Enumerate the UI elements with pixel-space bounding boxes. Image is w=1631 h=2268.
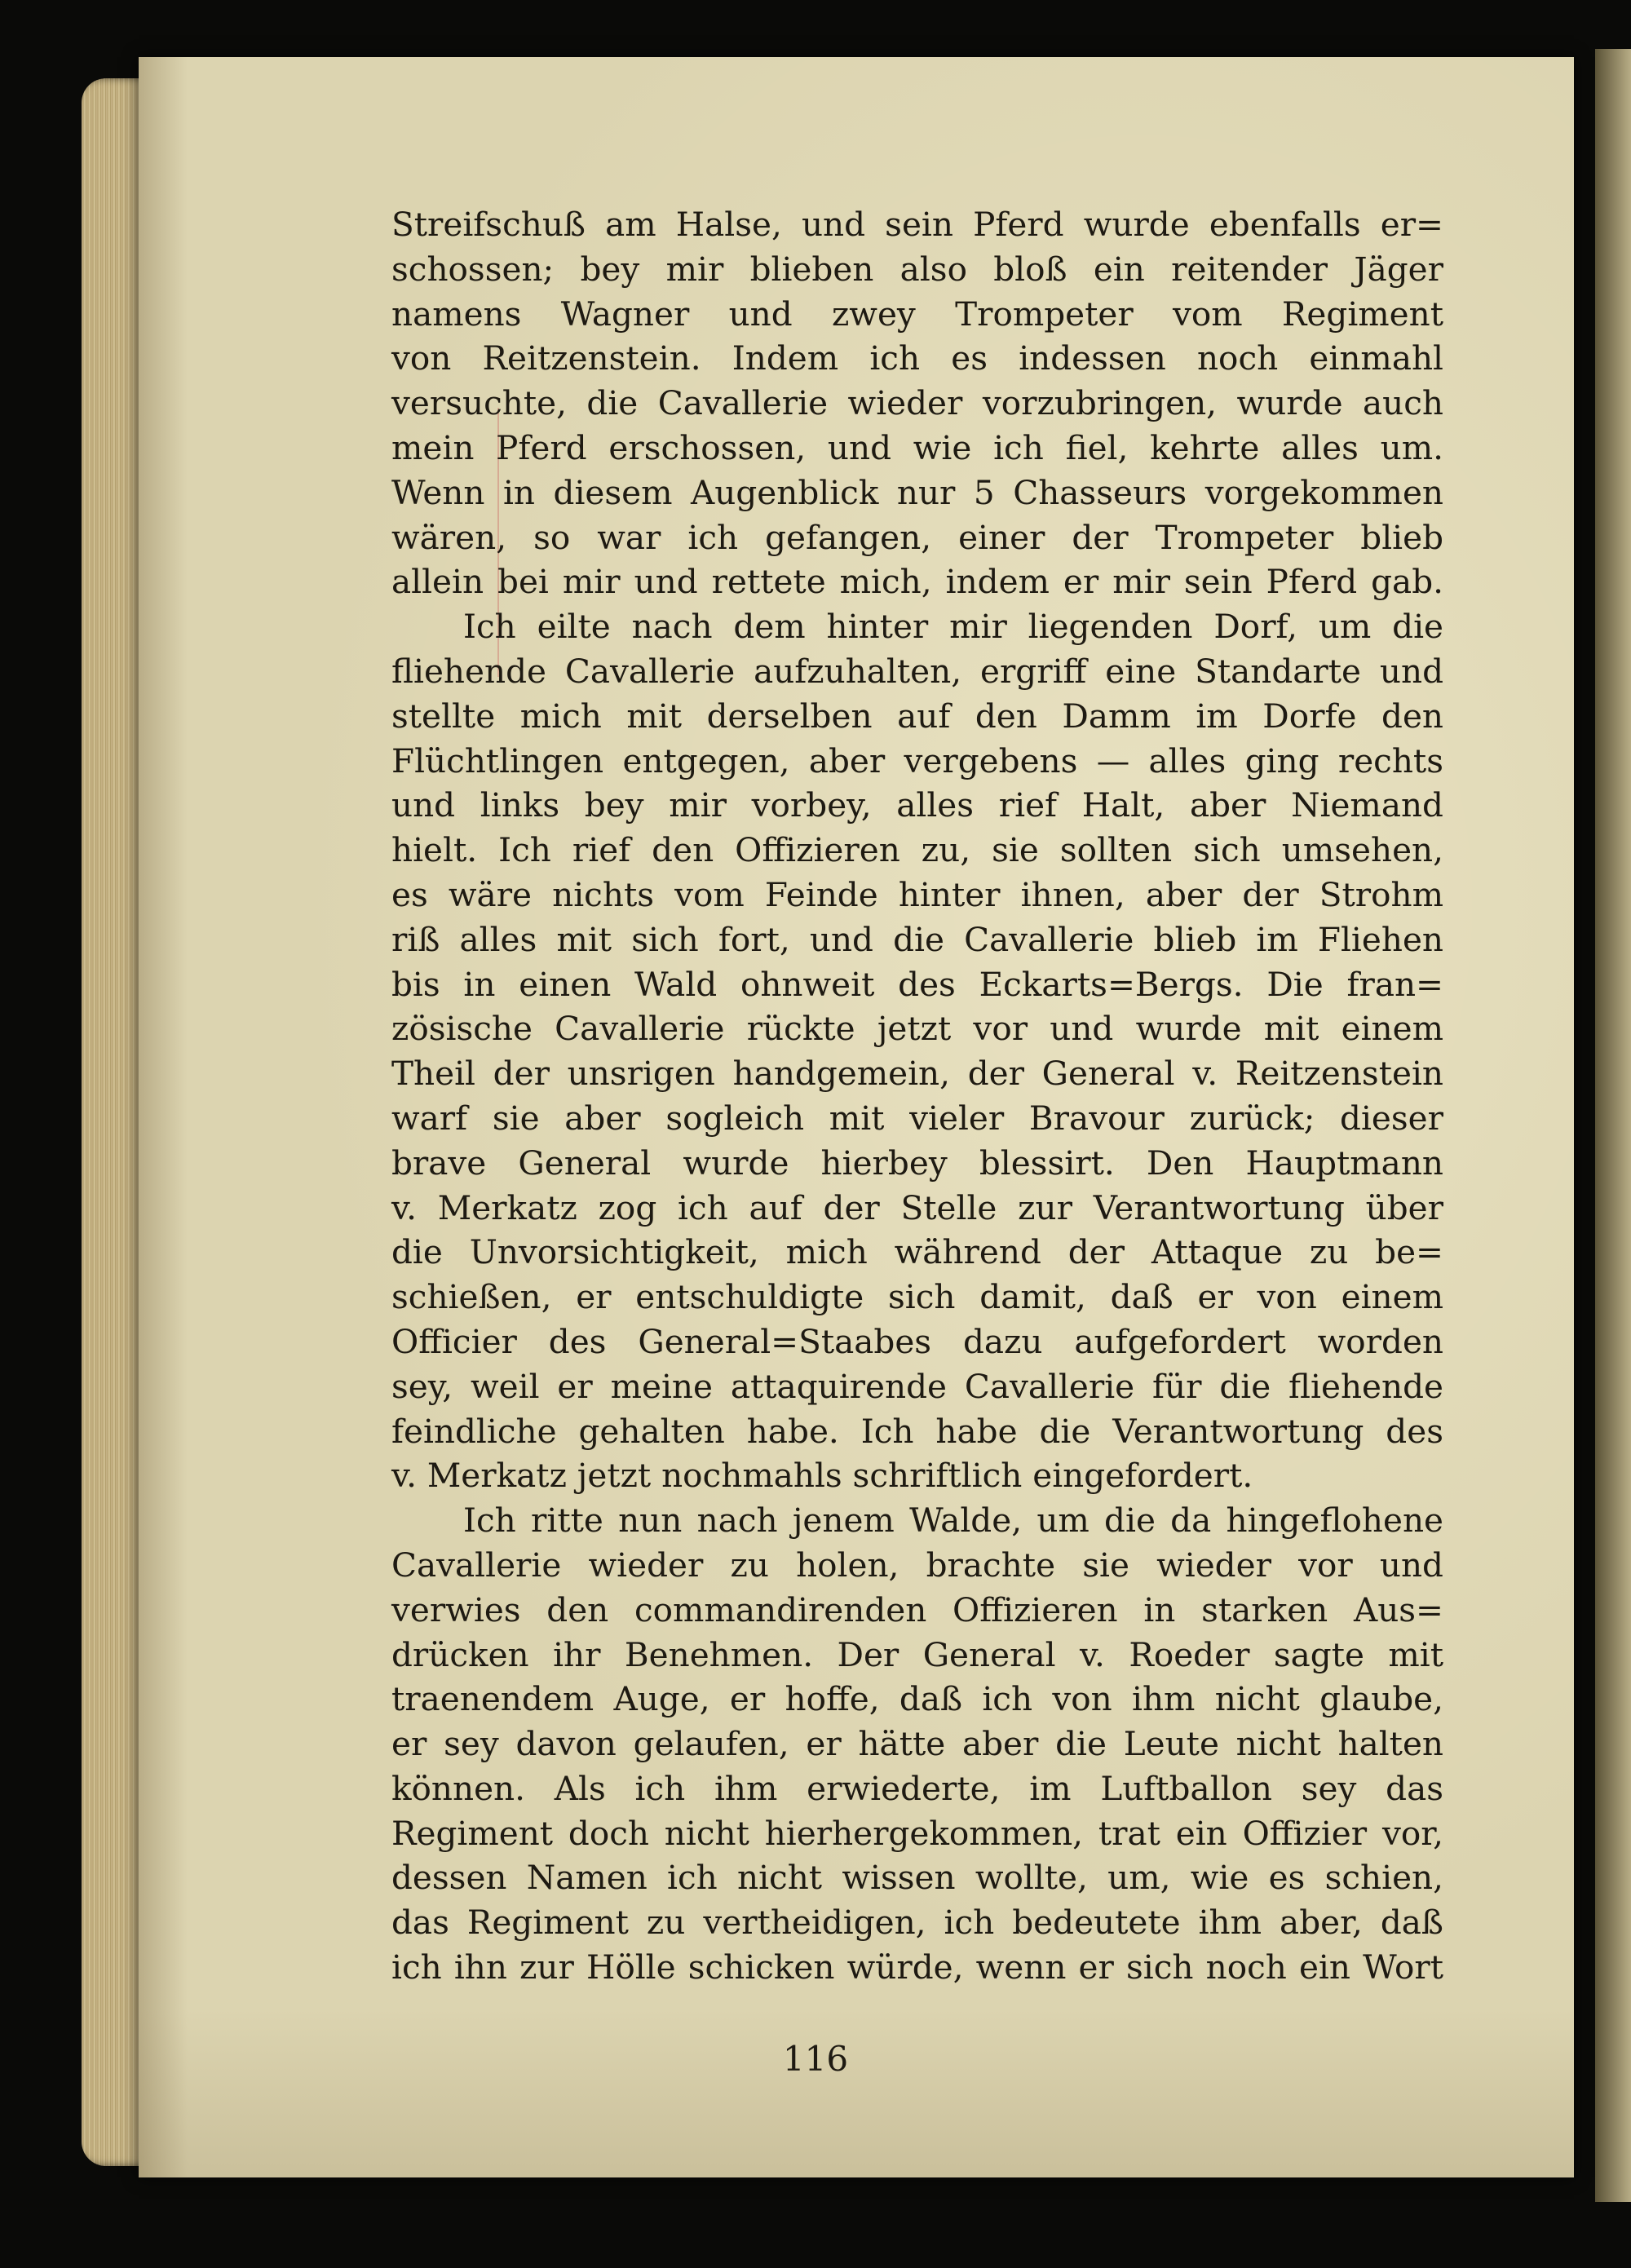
facing-page-edge — [1595, 49, 1631, 2202]
text-line: v. Merkatz jetzt nochmahls schriftlich eingefordert. — [391, 1456, 1253, 1496]
text-line: Streifschuß am Halse, und sein Pferd wurde ebenfalls er= — [391, 205, 1443, 244]
text-line: fliehende Cavallerie aufzuhalten, ergriff eine Standarte und — [391, 651, 1443, 691]
page-number: 116 — [782, 2039, 849, 2079]
text-line: feindliche gehalten habe. Ich habe die Verantwortung des — [391, 1411, 1443, 1451]
text-line: warf sie aber sogleich mit vieler Bravour zurück; dieser — [391, 1098, 1443, 1138]
text-line: sey, weil er meine attaquirende Cavallerie für die fliehende — [391, 1366, 1443, 1406]
text-line: Wenn in diesem Augenblick nur 5 Chasseurs vorgekommen — [391, 472, 1443, 512]
text-line: riß alles mit sich fort, und die Cavallerie blieb im Fliehen — [391, 919, 1443, 959]
text-line: verwies den commandirenden Offizieren in starken Aus= — [391, 1589, 1443, 1629]
text-line: Regiment doch nicht hierhergekommen, trat ein Offizier vor, — [391, 1813, 1443, 1853]
text-line: brave General wurde hierbey blessirt. Den Hauptmann — [391, 1143, 1443, 1183]
text-line: versuchte, die Cavallerie wieder vorzubringen, wurde auch — [391, 383, 1443, 423]
text-line: es wäre nichts vom Feinde hinter ihnen, aber der Strohm — [391, 874, 1443, 914]
text-line: v. Merkatz zog ich auf der Stelle zur Verantwortung über — [391, 1187, 1443, 1227]
text-line: können. Als ich ihm erwiederte, im Luftballon sey das — [391, 1768, 1443, 1808]
text-line: schossen; bey mir blieben also bloß ein reitender Jäger — [391, 249, 1443, 289]
text-line: Cavallerie wieder zu holen, brachte sie wieder vor und — [391, 1545, 1443, 1585]
text-line: mein Pferd erschossen, und wie ich fiel, kehrte alles um. — [391, 427, 1443, 467]
text-line: Officier des General=Staabes dazu aufgefordert worden — [391, 1321, 1443, 1361]
text-line: und links bey mir vorbey, alles rief Halt, aber Niemand — [391, 785, 1443, 825]
text-line: ich ihn zur Hölle schicken würde, wenn er sich noch ein Wort — [391, 1947, 1443, 1987]
text-line: bis in einen Wald ohnweit des Eckarts=Bergs. Die fran= — [391, 964, 1443, 1004]
text-line: namens Wagner und zwey Trompeter vom Regiment — [391, 294, 1443, 334]
text-line: hielt. Ich rief den Offizieren zu, sie sollten sich umsehen, — [391, 830, 1443, 870]
text-line: dessen Namen ich nicht wissen wollte, um, wie es schien, — [391, 1858, 1443, 1898]
text-line: er sey davon gelaufen, er hätte aber die Leute nicht halten — [391, 1724, 1443, 1764]
text-line: traenendem Auge, er hoffe, daß ich von ihm nicht glaube, — [391, 1679, 1443, 1719]
page-body-text — [391, 202, 1443, 1990]
text-line: Ich eilte nach dem hinter mir liegenden Dorf, um die — [463, 607, 1443, 647]
text-line: zösische Cavallerie rückte jetzt vor und wurde mit einem — [391, 1009, 1443, 1049]
text-line: Flüchtlingen entgegen, aber vergebens — alles ging rechts — [391, 741, 1443, 780]
text-line: das Regiment zu vertheidigen, ich bedeutete ihm aber, daß — [391, 1903, 1443, 1943]
text-line: die Unvorsichtigkeit, mich während der Attaque zu be= — [391, 1232, 1443, 1272]
text-line: wären, so war ich gefangen, einer der Trompeter blieb — [391, 517, 1443, 557]
text-line: Theil der unsrigen handgemein, der General v. Reitzenstein — [391, 1054, 1443, 1094]
text-line: von Reitzenstein. Indem ich es indessen noch einmahl — [391, 338, 1443, 378]
text-line: stellte mich mit derselben auf den Damm im Dorfe den — [391, 696, 1443, 736]
text-line: allein bei mir und rettete mich, indem er mir sein Pferd gab. — [391, 562, 1443, 602]
text-line: schießen, er entschuldigte sich damit, daß er von einem — [391, 1277, 1443, 1317]
text-line: drücken ihr Benehmen. Der General v. Roeder sagte mit — [391, 1634, 1443, 1674]
text-line: Ich ritte nun nach jenem Walde, um die da hingeflohene — [463, 1501, 1443, 1541]
